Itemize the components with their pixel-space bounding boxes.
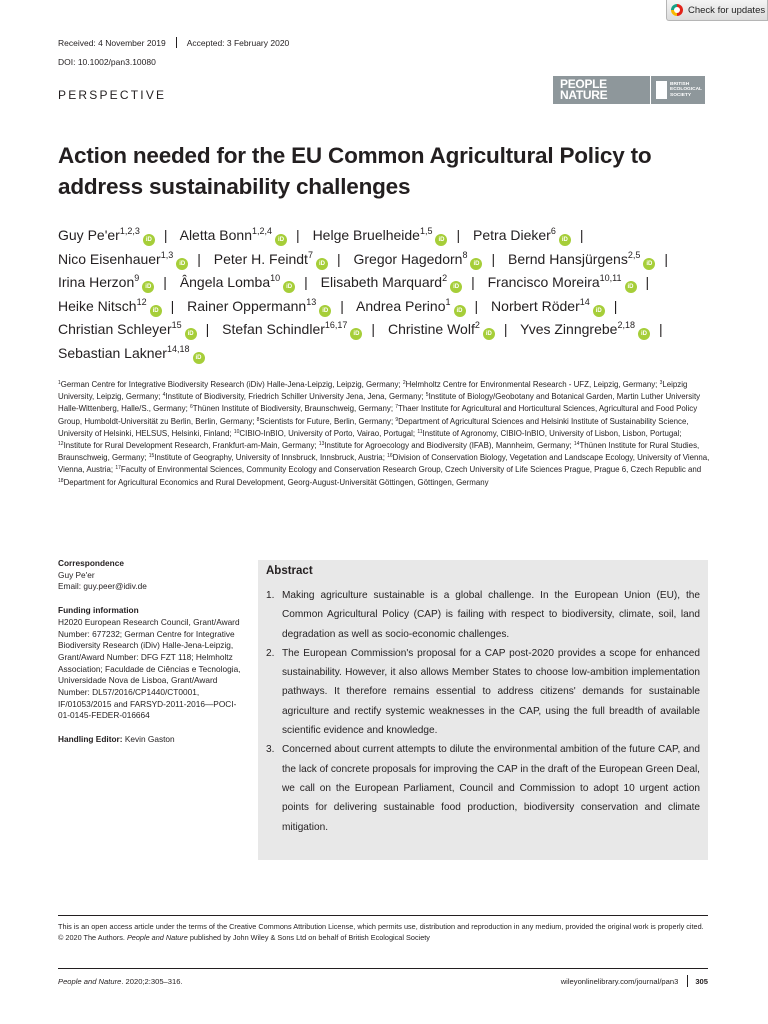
abstract-item: 2. The European Commission's proposal for a CAP post-2020 provides a scope for enhanced sustainability. However, it also allows Member States to choose low-ambition implementation pathways. It therefore remains essential to address citizens' demands for sustainable agriculture and rectify systemic weaknesses in the CAP, using the full breadth of available scientific evidence and knowledge.	[266, 647, 700, 737]
footer-citation: People and Nature. 2020;2:305–316.	[58, 976, 183, 986]
author-name: Irina Herzon	[58, 274, 135, 290]
abstract-item: 3. Concerned about current attempts to dilute the environmental ambition of the future CAP, and the lack of concrete proposals for improving the CAP in the draft of the European Green Deal, we call on the European Parliament, Council and Commission to adopt 10 urgent action points for delivering sustainable food production, biodiversity conservation and climate mitigation.	[266, 744, 700, 833]
author-separator: |	[491, 250, 496, 267]
author[interactable]	[313, 227, 448, 243]
author-separator: |	[371, 321, 376, 337]
check-for-updates-button[interactable]	[666, 0, 768, 21]
received-date: Received: 4 November 2019	[58, 37, 166, 48]
author-separator: |	[456, 227, 461, 243]
author-affiliation-numbers: 8	[462, 249, 468, 260]
funding-block	[58, 605, 248, 722]
author-affiliation-numbers: 1,2,4	[252, 226, 273, 236]
orcid-icon[interactable]: iD	[643, 258, 655, 270]
author[interactable]	[222, 321, 362, 337]
author-separator: |	[163, 227, 168, 243]
author-separator: |	[197, 250, 201, 267]
author-name: Heike Nitsch	[58, 297, 137, 314]
orcid-icon[interactable]: iD	[625, 281, 637, 293]
author-separator: |	[474, 297, 479, 314]
affiliation: $^{16}$Division of Conservation Biology, Vegetation and Landscape Ecology, University of Vienna, Vienna, Austria;	[58, 453, 710, 475]
footer-divider	[58, 915, 708, 916]
author-name: Christine Wolf	[387, 321, 475, 337]
affiliation: $^6$Thünen Institute of Biodiversity, Braunschweig, Germany;	[190, 404, 396, 414]
affiliation: $^1$German Centre for Integrative Biodiversity Research (iDiv) Halle-Jena-Leipzig, Leipzig, Germany;	[58, 380, 403, 389]
author-affiliation-numbers: 13	[306, 296, 317, 307]
author-separator: |	[163, 274, 167, 290]
author[interactable]	[180, 274, 295, 290]
author-name: Helge Bruelheide	[312, 227, 420, 243]
orcid-icon[interactable]: iD	[176, 258, 188, 270]
author[interactable]	[491, 298, 605, 314]
author-affiliation-numbers: 14,18	[166, 343, 190, 354]
correspondence-name: Guy Pe'er	[58, 569, 95, 580]
author-affiliation-numbers: 15	[171, 320, 182, 330]
orcid-icon[interactable]: iD	[150, 305, 162, 317]
orcid-icon[interactable]: iD	[316, 258, 328, 270]
author-list	[58, 224, 718, 365]
editor-block	[58, 734, 248, 746]
affiliation: $^4$Institute of Biodiversity, Friedrich Schiller University Jena, Jena, Germany;	[162, 392, 426, 402]
affiliation: $^9$Department of Agricultural Sciences and Helsinki Institute of Sustainability Science, University of Helsinki, HELSUS, Helsinki, Finland;	[58, 416, 689, 438]
author-separator: |	[205, 321, 210, 337]
author-affiliation-numbers: 9	[134, 273, 140, 283]
author-affiliation-numbers: 1,5	[419, 226, 433, 236]
orcid-icon[interactable]: iD	[350, 328, 362, 340]
check-for-updates-label: Check for updates	[688, 4, 766, 16]
author-separator: |	[579, 227, 584, 243]
author[interactable]	[58, 321, 197, 337]
affiliation: $^{17}$Faculty of Environmental Sciences, Community Ecology and Conservation Research Group, Czech University of Life Sciences Prague, Prague 6, Czech Republic and	[115, 465, 702, 475]
author-name: Yves Zinngrebe	[520, 321, 618, 337]
orcid-icon[interactable]: iD	[483, 328, 495, 340]
author-affiliation-numbers: 14	[579, 296, 590, 307]
orcid-icon[interactable]: iD	[319, 305, 331, 317]
orcid-icon[interactable]: iD	[593, 305, 605, 317]
author-name: Nico Eisenhauer	[58, 250, 161, 267]
author-name: Andrea Perino	[355, 297, 446, 314]
orcid-icon[interactable]: iD	[275, 234, 287, 246]
copyright-line: © 2020 The Authors. People and Nature published by John Wiley & Sons Ltd on behalf of British Ecological Society	[58, 932, 430, 942]
author-affiliation-numbers: 16,17	[324, 320, 348, 330]
affiliation: $^{14}$Thünen Institute for Rural Studies, Braunschweig, Germany;	[58, 441, 700, 463]
footer-divider-vertical	[687, 975, 688, 987]
author-name: Bernd Hansjürgens	[507, 250, 628, 267]
date-divider	[176, 37, 177, 48]
affiliation: $^2$Helmholtz Centre for Environmental Research - UFZ, Leipzig, Germany;	[402, 380, 660, 389]
orcid-icon[interactable]: iD	[193, 352, 205, 364]
author-separator: |	[645, 274, 650, 290]
author-affiliation-numbers: 1,2,3	[119, 226, 140, 236]
orcid-icon[interactable]: iD	[454, 305, 466, 317]
bes-logo	[650, 76, 705, 104]
affiliation: $^{12}$Institute for Rural Development Research, Frankfurt-am-Main, Germany;	[58, 441, 319, 451]
page-number: 305	[695, 976, 708, 986]
author[interactable]	[58, 345, 205, 361]
bes-mark-icon	[656, 81, 667, 99]
section-label: PERSPECTIVE	[58, 88, 167, 102]
article-title: Action needed for the EU Common Agricultural Policy to address sustainability challenges	[58, 143, 652, 199]
author[interactable]	[353, 251, 482, 267]
orcid-icon[interactable]: iD	[185, 328, 197, 340]
affiliation: $^{18}$Department for Agricultural Economics and Rural Development, Georg-August-Universität Göttingen, Göttingen, Germany	[58, 477, 489, 487]
author-name: Christian Schleyer	[58, 321, 172, 337]
journal-url[interactable]: wileyonlinelibrary.com/journal/pan3	[560, 976, 679, 986]
affiliation: $^{13}$Institute for Agroecology and Biodiversity (IFAB), Mannheim, Germany;	[318, 441, 574, 451]
author[interactable]	[508, 251, 655, 267]
orcid-icon[interactable]: iD	[435, 234, 447, 246]
abstract-box	[258, 560, 708, 860]
affiliation: $^3$Leipzig University, Leipzig, Germany;	[58, 380, 688, 402]
author-affiliation-numbers: 2,5	[627, 249, 641, 260]
author[interactable]	[58, 298, 162, 314]
correspondence-block	[58, 558, 248, 593]
author-name: Francisco Moreira	[487, 274, 600, 290]
license-line: This is an open access article under the terms of the Creative Commons Attribution License, which permits use, distribution and reproduction in any medium, provided the original work is properly cited.	[58, 922, 704, 931]
affiliation: $^{15}$Institute of Geography, University of Innsbruck, Innsbruck, Austria;	[148, 453, 388, 463]
author-separator: |	[304, 274, 308, 290]
footer-divider-2	[58, 968, 708, 969]
author-affiliation-numbers: 12	[136, 296, 147, 307]
author-affiliation-numbers: 10	[270, 273, 281, 283]
author-affiliation-numbers: 1	[445, 296, 451, 307]
author-name: Peter H. Feindt	[213, 250, 308, 267]
author-separator: |	[503, 321, 508, 337]
author[interactable]	[58, 227, 155, 243]
affiliation: $^7$Thaer Institute for Agricultural and Horticultural Sciences, Agricultural and Food Policy Group, Humboldt-Universität zu Berlin, Berlin, Germany;	[58, 404, 698, 426]
author-separator: |	[296, 227, 300, 243]
orcid-icon[interactable]: iD	[143, 234, 155, 246]
correspondence-heading: Correspondence	[58, 558, 124, 568]
author-affiliation-numbers: 10,11	[599, 273, 622, 283]
orcid-icon[interactable]: iD	[470, 258, 482, 270]
author-name: Elisabeth Marquard	[320, 274, 443, 290]
author-affiliation-numbers: 2	[442, 273, 448, 283]
license-text	[58, 922, 708, 943]
author[interactable]	[488, 274, 637, 290]
orcid-icon[interactable]: iD	[142, 281, 154, 293]
author[interactable]	[187, 298, 331, 314]
author-name: Gregor Hagedorn	[353, 250, 463, 267]
author[interactable]	[520, 321, 650, 337]
author-name: Rainer Oppermann	[187, 297, 307, 314]
people-nature-wordmark: PEOPLE NATURE	[553, 76, 650, 104]
bes-wordmark: BRITISH ECOLOGICAL SOCIETY	[670, 82, 702, 98]
accepted-date: Accepted: 3 February 2020	[186, 37, 290, 48]
author-separator: |	[170, 297, 175, 314]
editor-name: Kevin Gaston	[124, 734, 175, 745]
orcid-icon[interactable]: iD	[559, 234, 571, 246]
author-affiliation-numbers: 7	[307, 249, 313, 260]
orcid-icon[interactable]: iD	[450, 281, 462, 293]
orcid-icon[interactable]: iD	[638, 328, 650, 340]
author-separator: |	[658, 321, 663, 337]
affiliation: $^5$Institute of Biology/Geobotany and Botanical Garden, Martin Luther University Halle-Wittenberg, Halle/S., Germany;	[58, 392, 701, 414]
journal-logo	[553, 76, 705, 104]
author-name: Ângela Lomba	[179, 274, 271, 290]
affiliation: $^{11}$Institute of Agronomy, CIBIO-InBIO, University of Lisbon, Lisbon, Portugal;	[417, 428, 682, 438]
affiliations	[58, 379, 710, 489]
author[interactable]	[321, 274, 462, 290]
author[interactable]	[473, 227, 571, 243]
author-separator: |	[471, 274, 475, 290]
article-info-sidebar	[58, 558, 248, 758]
author-affiliation-numbers: 1,3	[160, 249, 174, 260]
page-footer	[58, 975, 708, 987]
author[interactable]	[214, 251, 328, 267]
funding-heading: Funding information	[58, 605, 139, 616]
author-separator: |	[664, 250, 668, 267]
author-affiliation-numbers: 2,18	[617, 320, 635, 330]
author-name: Petra Dieker	[473, 227, 551, 243]
author-name: Guy Pe'er	[58, 227, 120, 243]
affiliation: $^{10}$CIBIO-InBIO, University of Porto, Vairao, Portugal;	[233, 428, 418, 438]
author-name: Norbert Röder	[491, 297, 580, 314]
author[interactable]	[58, 274, 154, 290]
author-separator: |	[336, 250, 341, 267]
article-dates	[58, 37, 289, 48]
author-name: Stefan Schindler	[222, 321, 325, 337]
abstract-item: 1. Making agriculture sustainable is a global challenge. In the European Union (EU), the Common Agricultural Policy (CAP) is failing with respect to biodiversity, climate, soil, land degradation as well as socio-economic challenges.	[266, 590, 700, 640]
author-separator: |	[340, 297, 344, 314]
author[interactable]	[356, 298, 466, 314]
abstract-list	[266, 586, 700, 837]
orcid-icon[interactable]: iD	[283, 281, 295, 293]
correspondence-email[interactable]: Email: guy.peer@idiv.de	[58, 581, 147, 592]
author-name: Aletta Bonn	[179, 227, 252, 243]
author-affiliation-numbers: 6	[550, 226, 556, 236]
editor-heading: Handling Editor:	[58, 734, 123, 745]
author-name: Sebastian Lakner	[58, 344, 167, 361]
funding-text: H2020 European Research Council, Grant/Award Number: 677232; German Centre for Integrative Biodiversity Research (iDiv) Halle-Jena-Leipzig, Grant/Award Number: DFG FZT 118; Helmholtz Association; Faculdade de Ciências e Tecnologia, Universidade Nova de Lisboa, Grant/Award Number: DL57/2016/CP1440/CT0001, IF/01053/2015 and FARSYD-2011-2016—POCI-01-0145-FEDER-016664	[58, 616, 241, 721]
author-affiliation-numbers: 2	[474, 320, 480, 330]
author[interactable]	[180, 227, 287, 243]
doi[interactable]: DOI: 10.1002/pan3.10080	[58, 57, 156, 67]
author-separator: |	[613, 297, 618, 314]
crossmark-icon	[671, 4, 683, 16]
author[interactable]	[58, 251, 188, 267]
abstract-heading: Abstract	[266, 565, 313, 577]
affiliation: $^8$Scientists for Future, Berlin, Germany;	[256, 416, 396, 426]
author[interactable]	[388, 321, 495, 337]
